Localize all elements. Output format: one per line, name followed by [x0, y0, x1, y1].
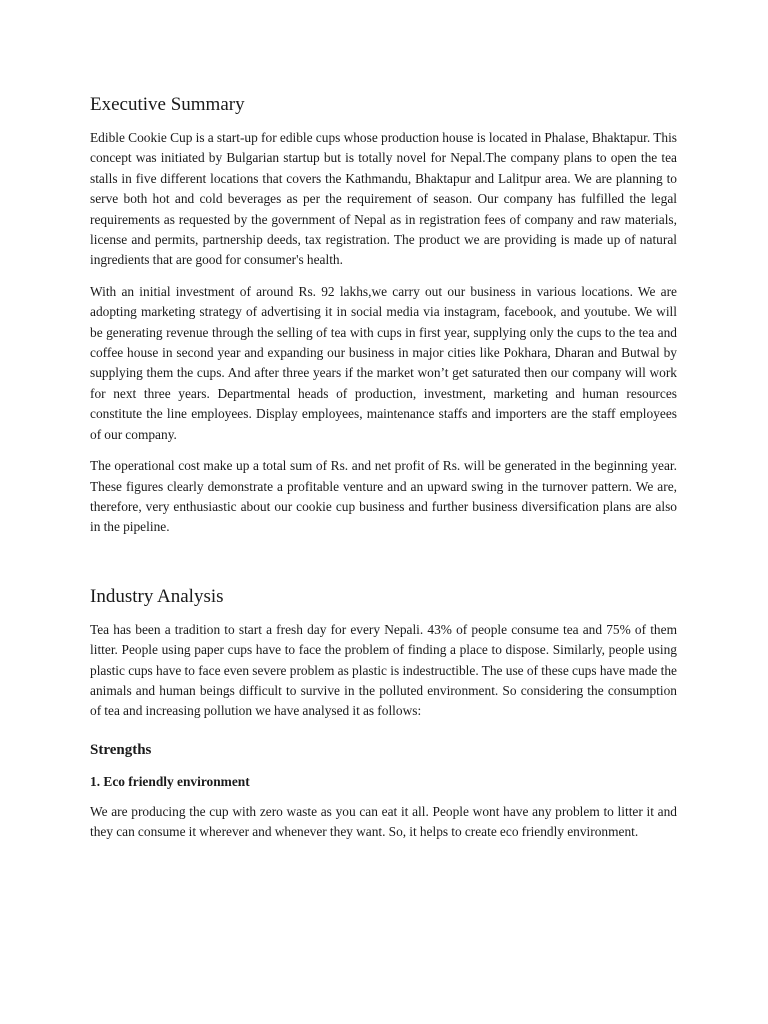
executive-summary-paragraph-3: The operational cost make up a total sum of Rs. and net profit of Rs. will be generated in the beginning year. These figures clearly demonstrate a profitable venture and an upward swing in the turnover pattern. We are, therefore, very enthusiastic about our cookie cup business and further business diversification plans are also in the pipeline. [90, 458, 677, 535]
strength-point-1-text: We are producing the cup with zero waste as you can eat it all. People wont have any problem to litter it and they can consume it wherever and whenever they want. So, it helps to create eco friendly environment. [90, 803, 677, 840]
executive-summary-paragraph-1: Edible Cookie Cup is a start-up for edible cups whose production house is located in Phalase, Bhaktapur. This concept was initiated by Bulgarian startup but is totally novel for Nepal.The company plans to open the tea stalls in five different locations that covers the Kathmandu, Bhaktapur and Lalitpur area. We are planning to serve both hot and cold beverages as per the requirement of season. Our company has fulfilled the legal requirements as requested by the government of Nepal as in registration fees of company and raw materials, license and permits, partnership deeds, tax registration. The product we are providing is made up of natural ingredients that are good for consumer's health. [90, 130, 677, 268]
executive-summary-title: Executive Summary [90, 94, 245, 115]
industry-analysis-title: Industry Analysis [90, 585, 224, 607]
strengths-heading: Strengths [90, 741, 152, 758]
document-page [90, 94, 677, 854]
executive-summary-paragraph-2: With an initial investment of around Rs. 92 lakhs,we carry out our business in various locations. We are adopting marketing strategy of advertising it in social media via instagram, facebook, and youtube. We will be generating revenue through the selling of tea with cups in first year, supplying only the cups to the tea and coffee house in second year and expanding our business in major cities like Pokhara, Dharan and Butwal by supplying them the cups. And after three years if the market won’t get saturated then our company will work for next three years. Departmental heads of production, investment, marketing and human resources constitute the line employees. Display employees, maintenance staffs and importers are the staff employees of our company. [90, 283, 677, 442]
strength-point-1-title: 1. Eco friendly environment [90, 773, 250, 789]
industry-analysis-paragraph: Tea has been a tradition to start a fresh day for every Nepali. 43% of people consume tea and 75% of them litter. People using paper cups have to face the problem of finding a place to dispose. Similarly, people using plastic cups have to face even severe problem as plastic is indestructible. The use of these cups have made the animals and human beings difficult to survive in the polluted environment. So considering the consumption of tea and increasing pollution we have analysed it as follows: [90, 621, 677, 719]
